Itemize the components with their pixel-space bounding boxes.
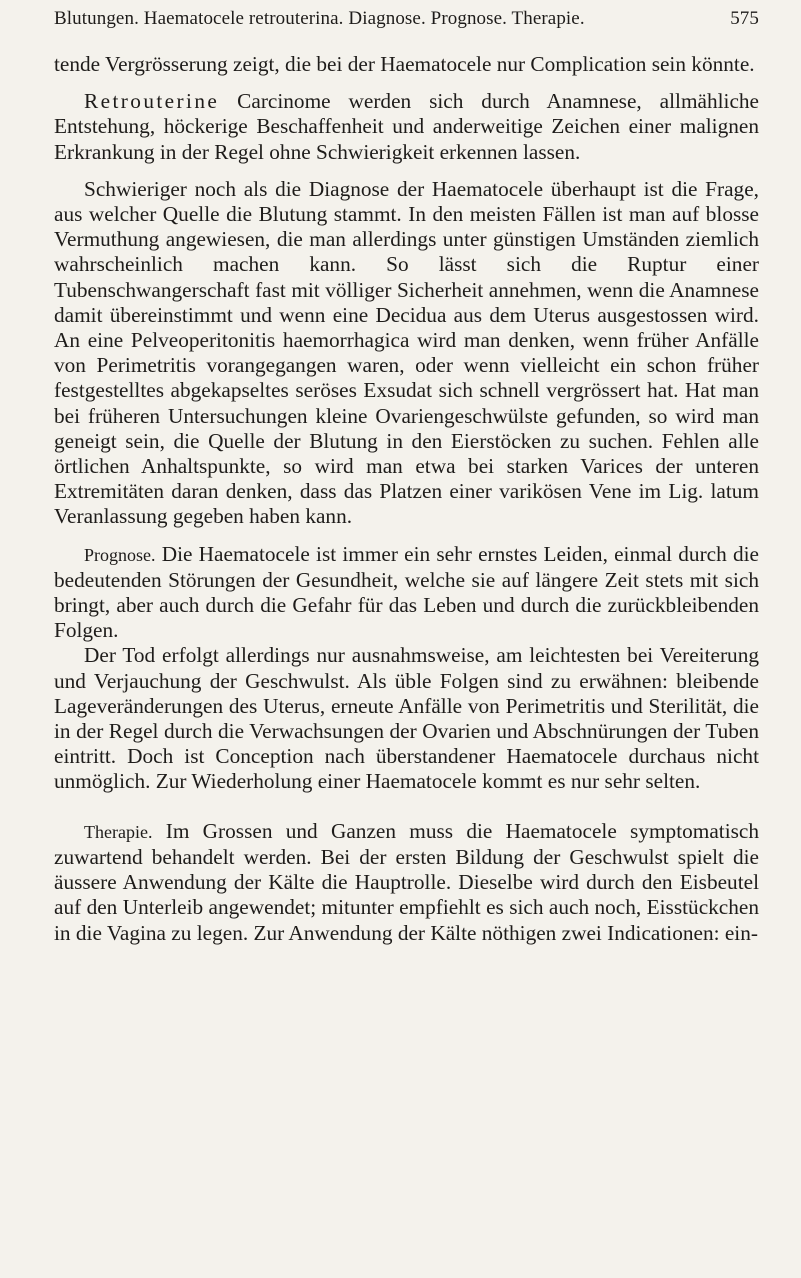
paragraph-continuation xyxy=(54,52,759,77)
running-header xyxy=(54,8,759,38)
paragraph-prognose xyxy=(54,542,759,644)
running-title: Blutungen. Haematocele retrouterina. Diagnose. Prognose. Therapie. xyxy=(54,8,585,29)
paragraph-text: Carcinome werden sich durch Anamnese, allmähliche Entstehung, höckerige Beschaffenheit und anderweitige Zeichen einer malignen Erkrankung in der Regel ohne Schwierigkeit erkennen lassen. xyxy=(54,89,759,164)
section-label-therapie: Therapie. xyxy=(84,821,153,842)
body-text xyxy=(54,52,759,946)
paragraph-text: Schwieriger noch als die Diagnose der Haematocele überhaupt ist die Frage, aus welcher Quelle die Blutung stammt. In den meisten Fällen ist man auf blosse Vermuthung angewiesen, die man allerdings unter günstigen Umständen ziemlich wahrscheinlich machen kann. So lässt sich die Ruptur einer Tubenschwangerschaft fast mit völliger Sicherheit annehmen, wenn die Anamnese damit übereinstimmt und wenn eine Decidua aus dem Uterus ausgestossen wird. An eine Pelveoperitonitis haemorrhagica wird man denken, wenn früher Anfälle von Perimetritis vorangegangen waren, oder wenn vielleicht ein schon früher festgestelltes abgekapseltes seröses Exsudat sich schnell vergrössert hat. Hat man bei früheren Untersuchungen kleine Ovariengeschwülste gefunden, so wird man geneigt sein, die Quelle der Blutung in den Eierstöcken zu suchen. Fehlen alle örtlichen Anhaltspunkte, so wird man etwa bei starken Varices der unteren Extremitäten daran denken, dass das Platzen einer varikösen Vene im Lig. latum Veranlassung gegeben haben kann. xyxy=(54,176,759,529)
section-label-prognose: Prognose. xyxy=(84,544,156,565)
paragraph-text: tende Vergrösserung zeigt, die bei der Haematocele nur Complication sein könnte. xyxy=(54,52,755,76)
paragraph-text: Der Tod erfolgt allerdings nur ausnahmsweise, am leichtesten bei Vereiterung und Verjauchung der Geschwulst. Als üble Folgen sind zu erwähnen: bleibende Lageveränderungen des Uterus, erneute Anfälle von Perimetritis und Sterilität, die in der Regel durch die Verwachsungen der Ovarien und Abschnürungen der Tuben eintritt. Doch ist Conception nach überstandener Haematocele durchaus nicht unmöglich. Zur Wiederholung einer Haematocele kommt es nur sehr selten. xyxy=(54,643,759,794)
paragraph-text: Im Grossen und Ganzen muss die Haematocele symptomatisch zuwartend behandelt werden. Bei der ersten Bildung der Geschwulst spielt die äussere Anwendung der Kälte die Hauptrolle. Dieselbe wird durch den Eisbeutel auf den Unterleib angewendet; mitunter empfiehlt es sich auch noch, Eisstückchen in die Vagina zu legen. Zur Anwendung der Kälte nöthigen zwei Indicationen: ein- xyxy=(54,818,759,945)
paragraph-text: Die Haematocele ist immer ein sehr ernstes Leiden, einmal durch die bedeutenden Störungen der Gesundheit, welche sie auf längere Zeit stets mit sich bringt, aber auch durch die Gefahr für das Leben und durch die zurückbleibenden Folgen. xyxy=(54,541,759,643)
paragraph-retrouterine xyxy=(54,89,759,165)
paragraph-therapie xyxy=(54,819,759,946)
page-number: 575 xyxy=(730,8,759,29)
paragraph-diagnose xyxy=(54,177,759,530)
paragraph-tod xyxy=(54,643,759,794)
spaced-lead-term: Retrouterine xyxy=(84,89,220,114)
